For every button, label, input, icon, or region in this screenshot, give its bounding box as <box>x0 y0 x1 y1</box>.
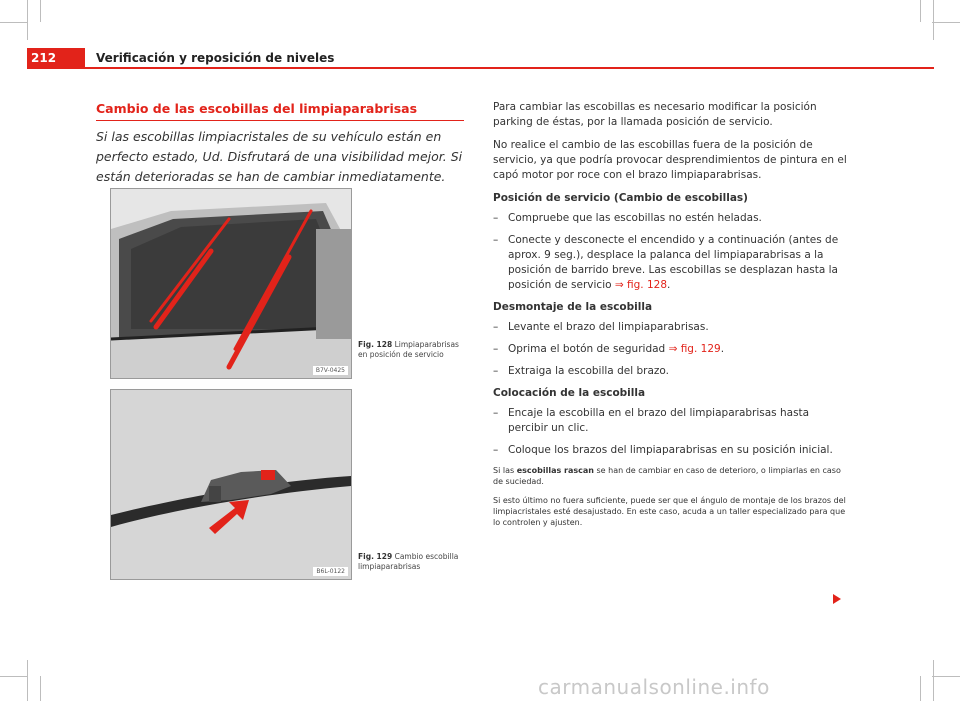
crop-mark <box>933 0 934 40</box>
list-item: – Coloque los brazos del limpiaparabrisas en su posición inicial. <box>493 444 833 456</box>
heading-remove-blade: Desmontaje de la escobilla <box>493 301 653 313</box>
xref-fig-129[interactable]: ⇒ fig. 129 <box>668 343 721 355</box>
crop-mark <box>933 660 934 701</box>
caption-label: Fig. 128 <box>358 340 393 349</box>
crop-mark <box>40 676 41 701</box>
figure-code: B7V-0425 <box>313 366 348 375</box>
figure-128-wipers-service <box>110 188 352 379</box>
crop-mark <box>932 22 960 23</box>
crop-mark <box>27 0 28 40</box>
page-number: 212 <box>27 48 85 68</box>
note-adjustment: Si esto último no fuera suficiente, puede ser que el ángulo de montaje de los brazos del limpiacristales esté desajustado. En este caso, acuda a un taller especializado para que lo controlen y ajusten. <box>493 496 846 527</box>
crop-mark <box>920 0 921 22</box>
caption-label: Fig. 129 <box>358 552 393 561</box>
crop-mark <box>920 676 921 701</box>
list-item: – Compruebe que las escobillas no estén heladas. <box>493 212 762 224</box>
list-item: – Extraiga la escobilla del brazo. <box>493 365 669 377</box>
crop-mark <box>932 676 960 677</box>
paragraph-warning: No realice el cambio de las escobillas fuera de la posición de servicio, ya que podría provocar desprendimientos de pintura en el capó motor por roce con el brazo limpiaparabrisas. <box>493 139 847 181</box>
windshield-illustration <box>111 189 351 378</box>
crop-mark <box>27 660 28 701</box>
wiper-blade-illustration <box>111 390 351 579</box>
crop-mark <box>40 0 41 22</box>
running-header: Verificación y reposición de niveles <box>96 51 335 65</box>
crop-mark <box>0 22 28 23</box>
crop-mark <box>0 676 28 677</box>
header-rule <box>27 67 934 69</box>
body-text <box>493 100 848 536</box>
heading-service-position: Posición de servicio (Cambio de escobillas) <box>493 192 748 204</box>
list-item: – Levante el brazo del limpiaparabrisas. <box>493 321 709 333</box>
list-item: – Encaje la escobilla en el brazo del limpiaparabrisas hasta percibir un clic. <box>493 407 810 434</box>
section-title: Cambio de las escobillas del limpiaparabrisas <box>96 101 418 116</box>
figure-129-wiper-blade <box>110 389 352 580</box>
list-item: – Conecte y desconecte el encendido y a continuación (antes de aprox. 9 seg.), desplace la palanca del limpiaparabrisas a la posición de barrido breve. Las escobillas se desplazan hasta la posición de servicio ⇒ fig. 128. <box>493 234 839 291</box>
heading-install-blade: Colocación de la escobilla <box>493 387 646 399</box>
note-scraping: Si las escobillas rascan se han de cambiar en caso de deterioro, o limpiarlas en caso de suciedad. <box>493 466 841 486</box>
caption-text: Limpiaparabrisas en posición de servicio <box>358 340 459 359</box>
figure-128-caption <box>358 340 468 360</box>
list-item: – Oprima el botón de seguridad ⇒ fig. 129. <box>493 343 725 355</box>
figure-code: B6L-0122 <box>313 567 348 576</box>
section-intro: Si las escobillas limpiacristales de su vehículo están en perfecto estado, Ud. Disfrutará de una visibilidad mejor. Si están deterioradas se han de cambiar inmediatamente. <box>96 129 463 184</box>
paragraph-service-intro: Para cambiar las escobillas es necesario modificar la posición parking de éstas, por la llamada posición de servicio. <box>493 101 817 128</box>
section-rule <box>96 120 464 121</box>
xref-fig-128[interactable]: ⇒ fig. 128 <box>614 279 668 291</box>
continue-arrow-icon <box>833 594 841 604</box>
caption-text: Cambio escobilla limpiaparabrisas <box>358 552 459 571</box>
figure-129-caption <box>358 552 468 572</box>
watermark: carmanualsonline.info <box>538 675 770 699</box>
